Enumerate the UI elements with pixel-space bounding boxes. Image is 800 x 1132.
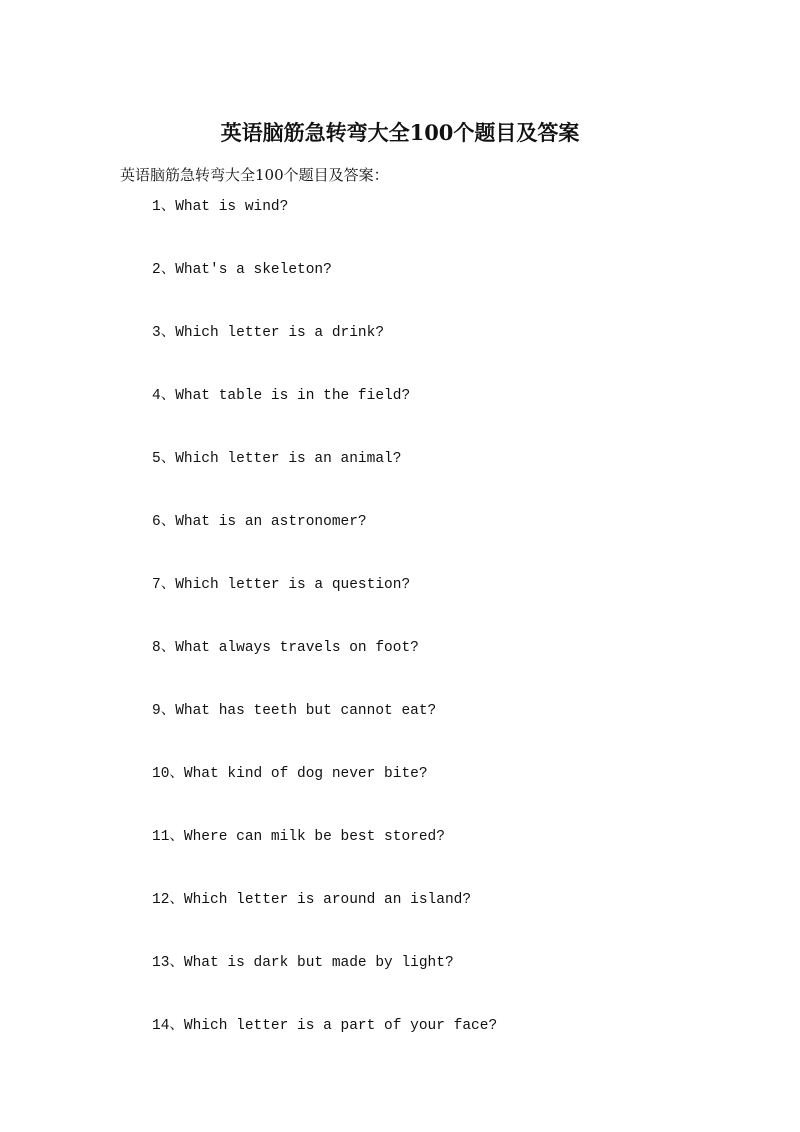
question-item: 3、Which letter is a drink? [152, 325, 385, 341]
question-item: 8、What always travels on foot? [152, 640, 419, 656]
question-list [152, 195, 497, 1077]
question-item: 2、What's a skeleton? [152, 262, 332, 278]
question-item: 4、What table is in the field? [152, 388, 411, 404]
question-item: 14、Which letter is a part of your face? [152, 1018, 498, 1034]
question-item: 12、Which letter is around an island? [152, 892, 472, 908]
question-item: 1、What is wind? [152, 199, 289, 215]
question-item: 11、Where can milk be best stored? [152, 829, 445, 845]
question-item: 7、Which letter is a question? [152, 577, 411, 593]
document-subtitle: 英语脑筋急转弯大全100个题目及答案： [120, 166, 389, 184]
document-title: 英语脑筋急转弯大全100个题目及答案 [220, 120, 580, 145]
question-item: 6、What is an astronomer? [152, 514, 367, 530]
question-item: 5、Which letter is an animal? [152, 451, 402, 467]
question-item: 9、What has teeth but cannot eat? [152, 703, 437, 719]
question-item: 13、What is dark but made by light? [152, 955, 454, 971]
question-item: 10、What kind of dog never bite? [152, 766, 428, 782]
